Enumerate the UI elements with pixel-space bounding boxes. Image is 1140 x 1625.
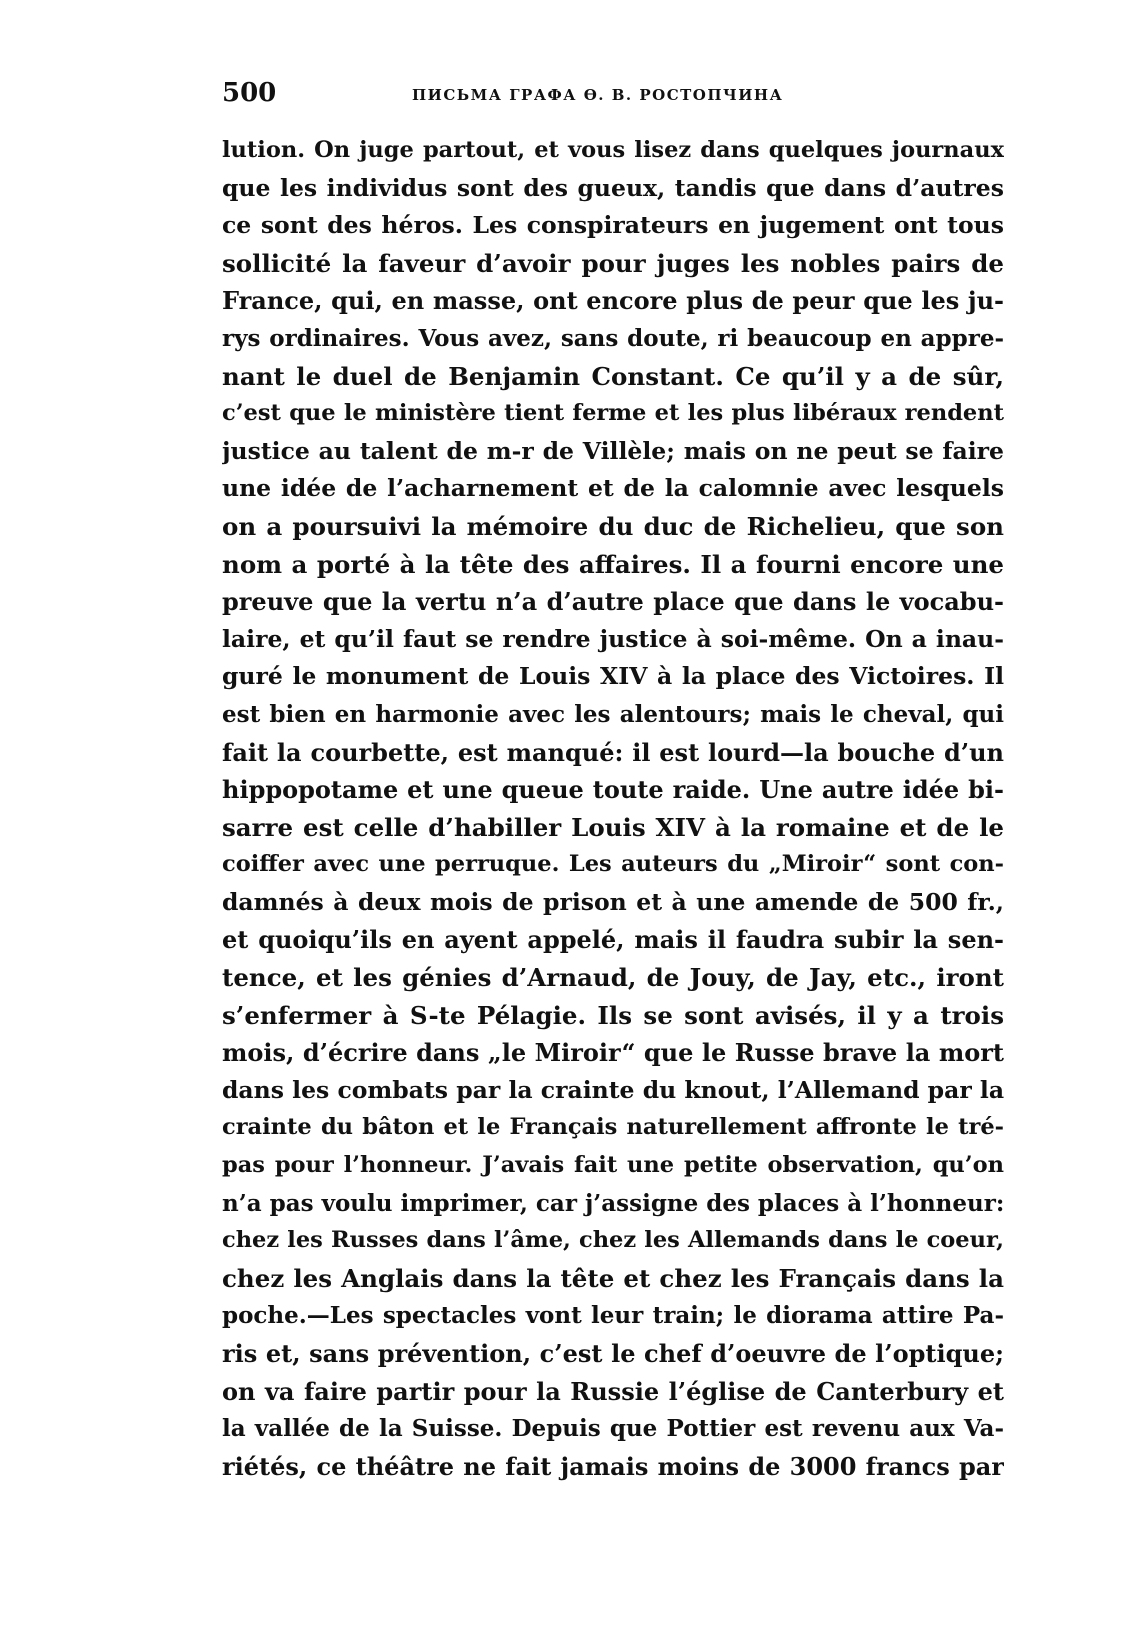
text-line: France, qui, en masse, ont encore plus de peur que les ju- — [222, 286, 1004, 316]
text-line: crainte du bâton et le Français naturellement affronte le tré- — [222, 1114, 1004, 1141]
body-text — [222, 132, 1004, 1485]
text-line: nant le duel de Benjamin Constant. Ce qu’il y a de sûr, — [222, 361, 1004, 391]
text-line: et quoiqu’ils en ayent appelé, mais il faudra subir la sen- — [222, 925, 1004, 955]
text-line: ce sont des héros. Les conspirateurs en jugement ont tous — [222, 211, 1004, 240]
text-line: c’est que le ministère tient ferme et les plus libéraux rendent — [222, 400, 1004, 427]
text-line: guré le monument de Louis XIV à la place des Victoires. Il — [222, 662, 1004, 691]
text-line: dans les combats par la crainte du knout, l’Allemand par la — [222, 1075, 1004, 1104]
text-line: fait la courbette, est manqué: il est lourd—la bouche d’un — [222, 737, 1004, 767]
text-line: sarre est celle d’habiller Louis XIV à la romaine et de le — [222, 812, 1004, 842]
page-number: 500 — [222, 78, 277, 108]
text-line: on va faire partir pour la Russie l’église de Canterbury et — [222, 1376, 1004, 1406]
text-line: pas pour l’honneur. J’avais fait une petite observation, qu’on — [222, 1152, 1004, 1179]
text-line: justice au talent de m-r de Villèle; mais on ne peut se faire — [222, 436, 1004, 465]
page-header — [222, 78, 1004, 118]
text-line: coiffer avec une perruque. Les auteurs du „Miroir“ sont con- — [222, 851, 1004, 878]
text-line: sollicité la faveur d’avoir pour juges les nobles pairs de — [222, 248, 1004, 278]
text-line: lution. On juge partout, et vous lisez dans quelques journaux — [222, 137, 1004, 163]
text-line: chez les Anglais dans la tête et chez les Français dans la — [222, 1263, 1004, 1293]
text-line: rys ordinaires. Vous avez, sans doute, ri beaucoup en appre- — [222, 324, 1004, 352]
text-line: une idée de l’acharnement et de la calomnie avec lesquels — [222, 474, 1004, 503]
text-line: damnés à deux mois de prison et à une amende de 500 fr., — [222, 887, 1004, 916]
text-line: preuve que la vertu n’a d’autre place que dans le vocabu- — [222, 587, 1004, 617]
text-line: poche.—Les spectacles vont leur train; le diorama attire Pa- — [222, 1302, 1004, 1330]
text-line: hippopotame et une queue toute raide. Une autre idée bi- — [222, 775, 1004, 805]
text-line: n’a pas voulu imprimer, car j’assigne des places à l’honneur: — [222, 1189, 1004, 1217]
text-line: nom a porté à la tête des affaires. Il a fourni encore une — [222, 549, 1004, 579]
text-line: riétés, ce théâtre ne fait jamais moins de 3000 francs par — [222, 1451, 1004, 1481]
text-line: que les individus sont des gueux, tandis que dans d’autres — [222, 173, 1004, 202]
text-line: laire, et qu’il faut se rendre justice à soi-même. On a inau- — [222, 624, 1004, 653]
text-line: mois, d’écrire dans „le Miroir“ que le Russe brave la mort — [222, 1038, 1004, 1068]
text-line: on a poursuivi la mémoire du duc de Richelieu, que son — [222, 511, 1004, 541]
running-title: ПИСЬМА ГРАФА Ѳ. В. РОСТОПЧИНА — [412, 86, 784, 104]
text-line: s’enfermer à S-te Pélagie. Ils se sont avisés, il y a trois — [222, 1000, 1004, 1030]
text-line: la vallée de la Suisse. Depuis que Pottier est revenu aux Va- — [222, 1415, 1004, 1443]
text-line: chez les Russes dans l’âme, chez les Allemands dans le coeur, — [222, 1227, 1004, 1254]
text-line: ris et, sans prévention, c’est le chef d’oeuvre de l’optique; — [222, 1339, 1004, 1368]
text-line: tence, et les génies d’Arnaud, de Jouy, de Jay, etc., iront — [222, 963, 1004, 993]
text-line: est bien en harmonie avec les alentours; mais le cheval, qui — [222, 700, 1004, 728]
